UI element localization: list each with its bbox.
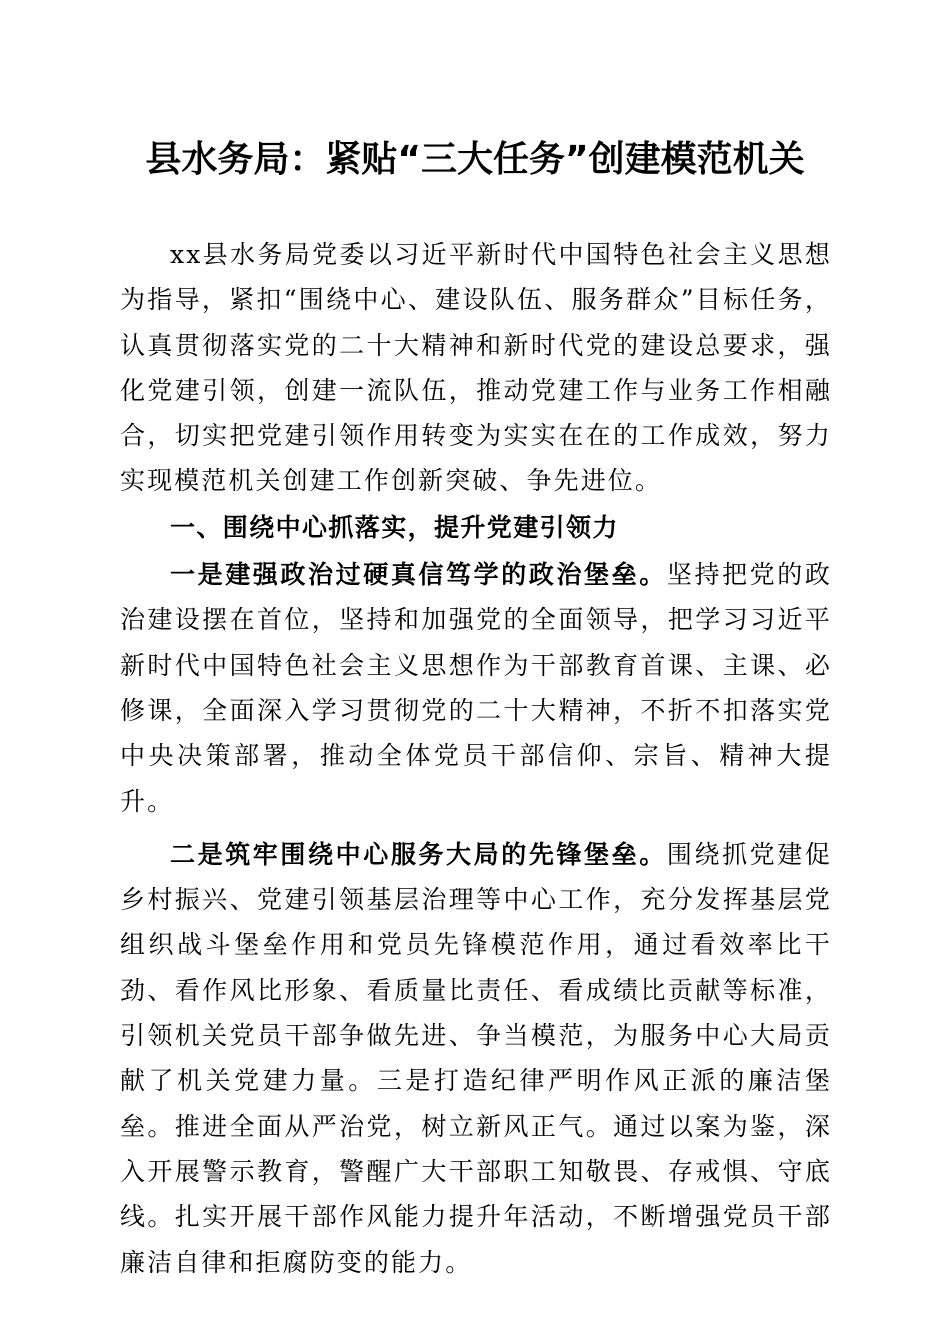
point-two-paragraph xyxy=(120,832,832,1285)
point-two-lead: 二是筑牢围绕中心服务大局的先锋堡垒。 xyxy=(170,839,667,869)
intro-paragraph xyxy=(120,232,832,504)
document-body xyxy=(120,232,832,1285)
intro-paragraph-text: xx县水务局党委以习近平新时代中国特色社会主义思想为指导，紧扣“围绕中心、建设队伍、服务群众”目标任务，认真贯彻落实党的二十大精神和新时代党的建设总要求，强化党建引领，创建一流队伍，推动党建工作与业务工作相融合，切实把党建引领作用转变为实实在在的工作成效，努力实现模范机关创建工作创新突破、争先进位。 xyxy=(120,240,832,496)
point-one-lead: 一是建强政治过硬真信笃学的政治堡垒。 xyxy=(170,560,667,590)
section-heading: 一、围绕中心抓落实，提升党建引领力 xyxy=(170,512,619,542)
point-one-paragraph xyxy=(120,552,832,824)
point-two-text: 围绕抓党建促乡村振兴、党建引领基层治理等中心工作，充分发挥基层党组织战斗堡垒作用和党员先锋模范作用，通过看效率比干劲、看作风比形象、看质量比责任、看成绩比贡献等标准，引领机关党员干部争做先进、争当模范，为服务中心大局贡献了机关党建力量。三是打造纪律严明作风正派的廉洁堡垒。推进全面从严治党，树立新风正气。通过以案为鉴，深入开展警示教育，警醒广大干部职工知敬畏、存戒惧、守底线。扎实开展干部作风能力提升年活动，不断增强党员干部廉洁自律和拒腐防变的能力。 xyxy=(120,839,832,1277)
point-one-text: 坚持把党的政治建设摆在首位，坚持和加强党的全面领导，把学习习近平新时代中国特色社会主义思想作为干部教育首课、主课、必修课，全面深入学习贯彻党的二十大精神，不折不扣落实党中央决策部署，推动全体党员干部信仰、宗旨、精神大提升。 xyxy=(120,560,832,816)
document-title: 县水务局：紧贴“三大任务”创建模范机关 xyxy=(145,139,805,180)
